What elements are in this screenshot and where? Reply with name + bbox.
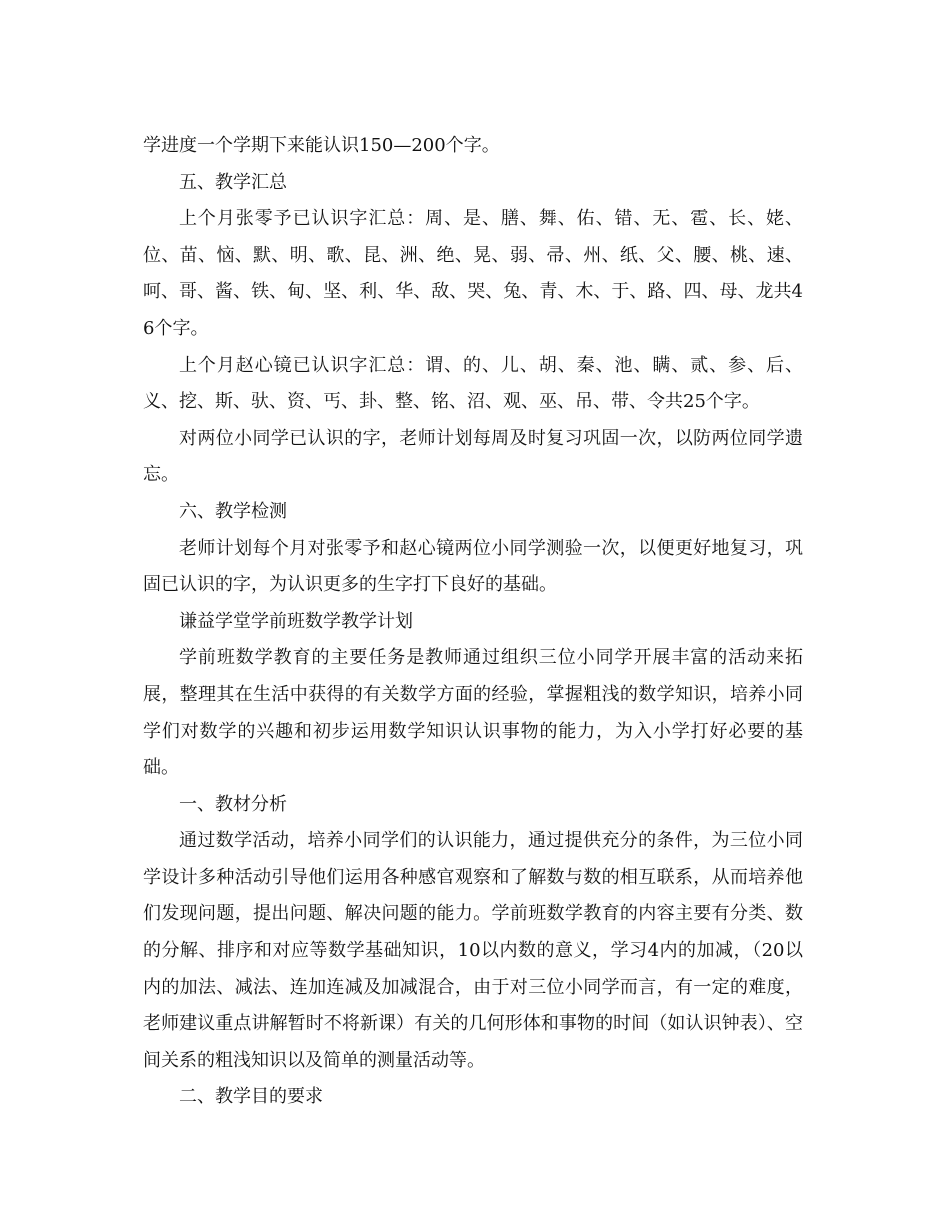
paragraph-review-plan: 对两位小同学已认识的字，老师计划每周及时复习巩固一次，以防两位同学遗忘。 bbox=[143, 427, 803, 486]
document-page bbox=[143, 128, 803, 1116]
section-heading-one: 一、教材分析 bbox=[179, 793, 287, 815]
paragraph-material-analysis: 通过数学活动，培养小同学们的认识能力，通过提供充分的条件，为三位小同学设计多种活动引导他们运用各种感官观察和了解数与数的相互联系，从而培养他们发现问题，提出问题、解决问题的能力。学前班数学教育的内容主要有分类、数的分解、排序和对应等数学基础知识，10以内数的意义，学习4内的加减，（20以内的加法、减法、连加连减及加减混合，由于对三位小同学而言，有一定的难度，老师建议重点讲解暂时不将新课）有关的几何形体和事物的时间（如认识钟表）、空间关系的粗浅知识以及简单的测量活动等。 bbox=[143, 830, 803, 1071]
document-title-math-plan: 谦益学堂学前班数学教学计划 bbox=[179, 610, 413, 632]
section-heading-six: 六、教学检测 bbox=[179, 500, 287, 522]
section-heading-five: 五、教学汇总 bbox=[179, 171, 287, 193]
paragraph-test-plan: 老师计划每个月对张零予和赵心镜两位小同学测验一次，以便更好地复习，巩固已认识的字，为认识更多的生字打下良好的基础。 bbox=[143, 537, 803, 596]
paragraph-math-task: 学前班数学教育的主要任务是教师通过组织三位小同学开展丰富的活动来拓展，整理其在生活中获得的有关数学方面的经验，掌握粗浅的数学知识，培养小同学们对数学的兴趣和初步运用数学知识认识事物的能力，为入小学打好必要的基础。 bbox=[143, 647, 803, 779]
paragraph-zhao-summary: 上个月赵心镜已认识字汇总：谓、的、儿、胡、秦、池、瞒、贰、参、后、义、挖、斯、驮、资、丐、卦、整、铭、沼、观、巫、吊、带、令共25个字。 bbox=[143, 354, 803, 413]
paragraph-continuation: 学进度一个学期下来能认识150—200个字。 bbox=[143, 135, 500, 156]
section-heading-two: 二、教学目的要求 bbox=[179, 1086, 323, 1108]
paragraph-zhang-summary: 上个月张零予已认识字汇总：周、是、膳、舞、佑、错、无、雹、长、姥、位、苗、恼、默、明、歌、昆、洲、绝、晃、弱、帚、州、纸、父、腰、桃、速、呵、哥、酱、铁、甸、坚、利、华、敌、哭、兔、青、木、于、路、四、母、龙共46个字。 bbox=[143, 208, 803, 339]
